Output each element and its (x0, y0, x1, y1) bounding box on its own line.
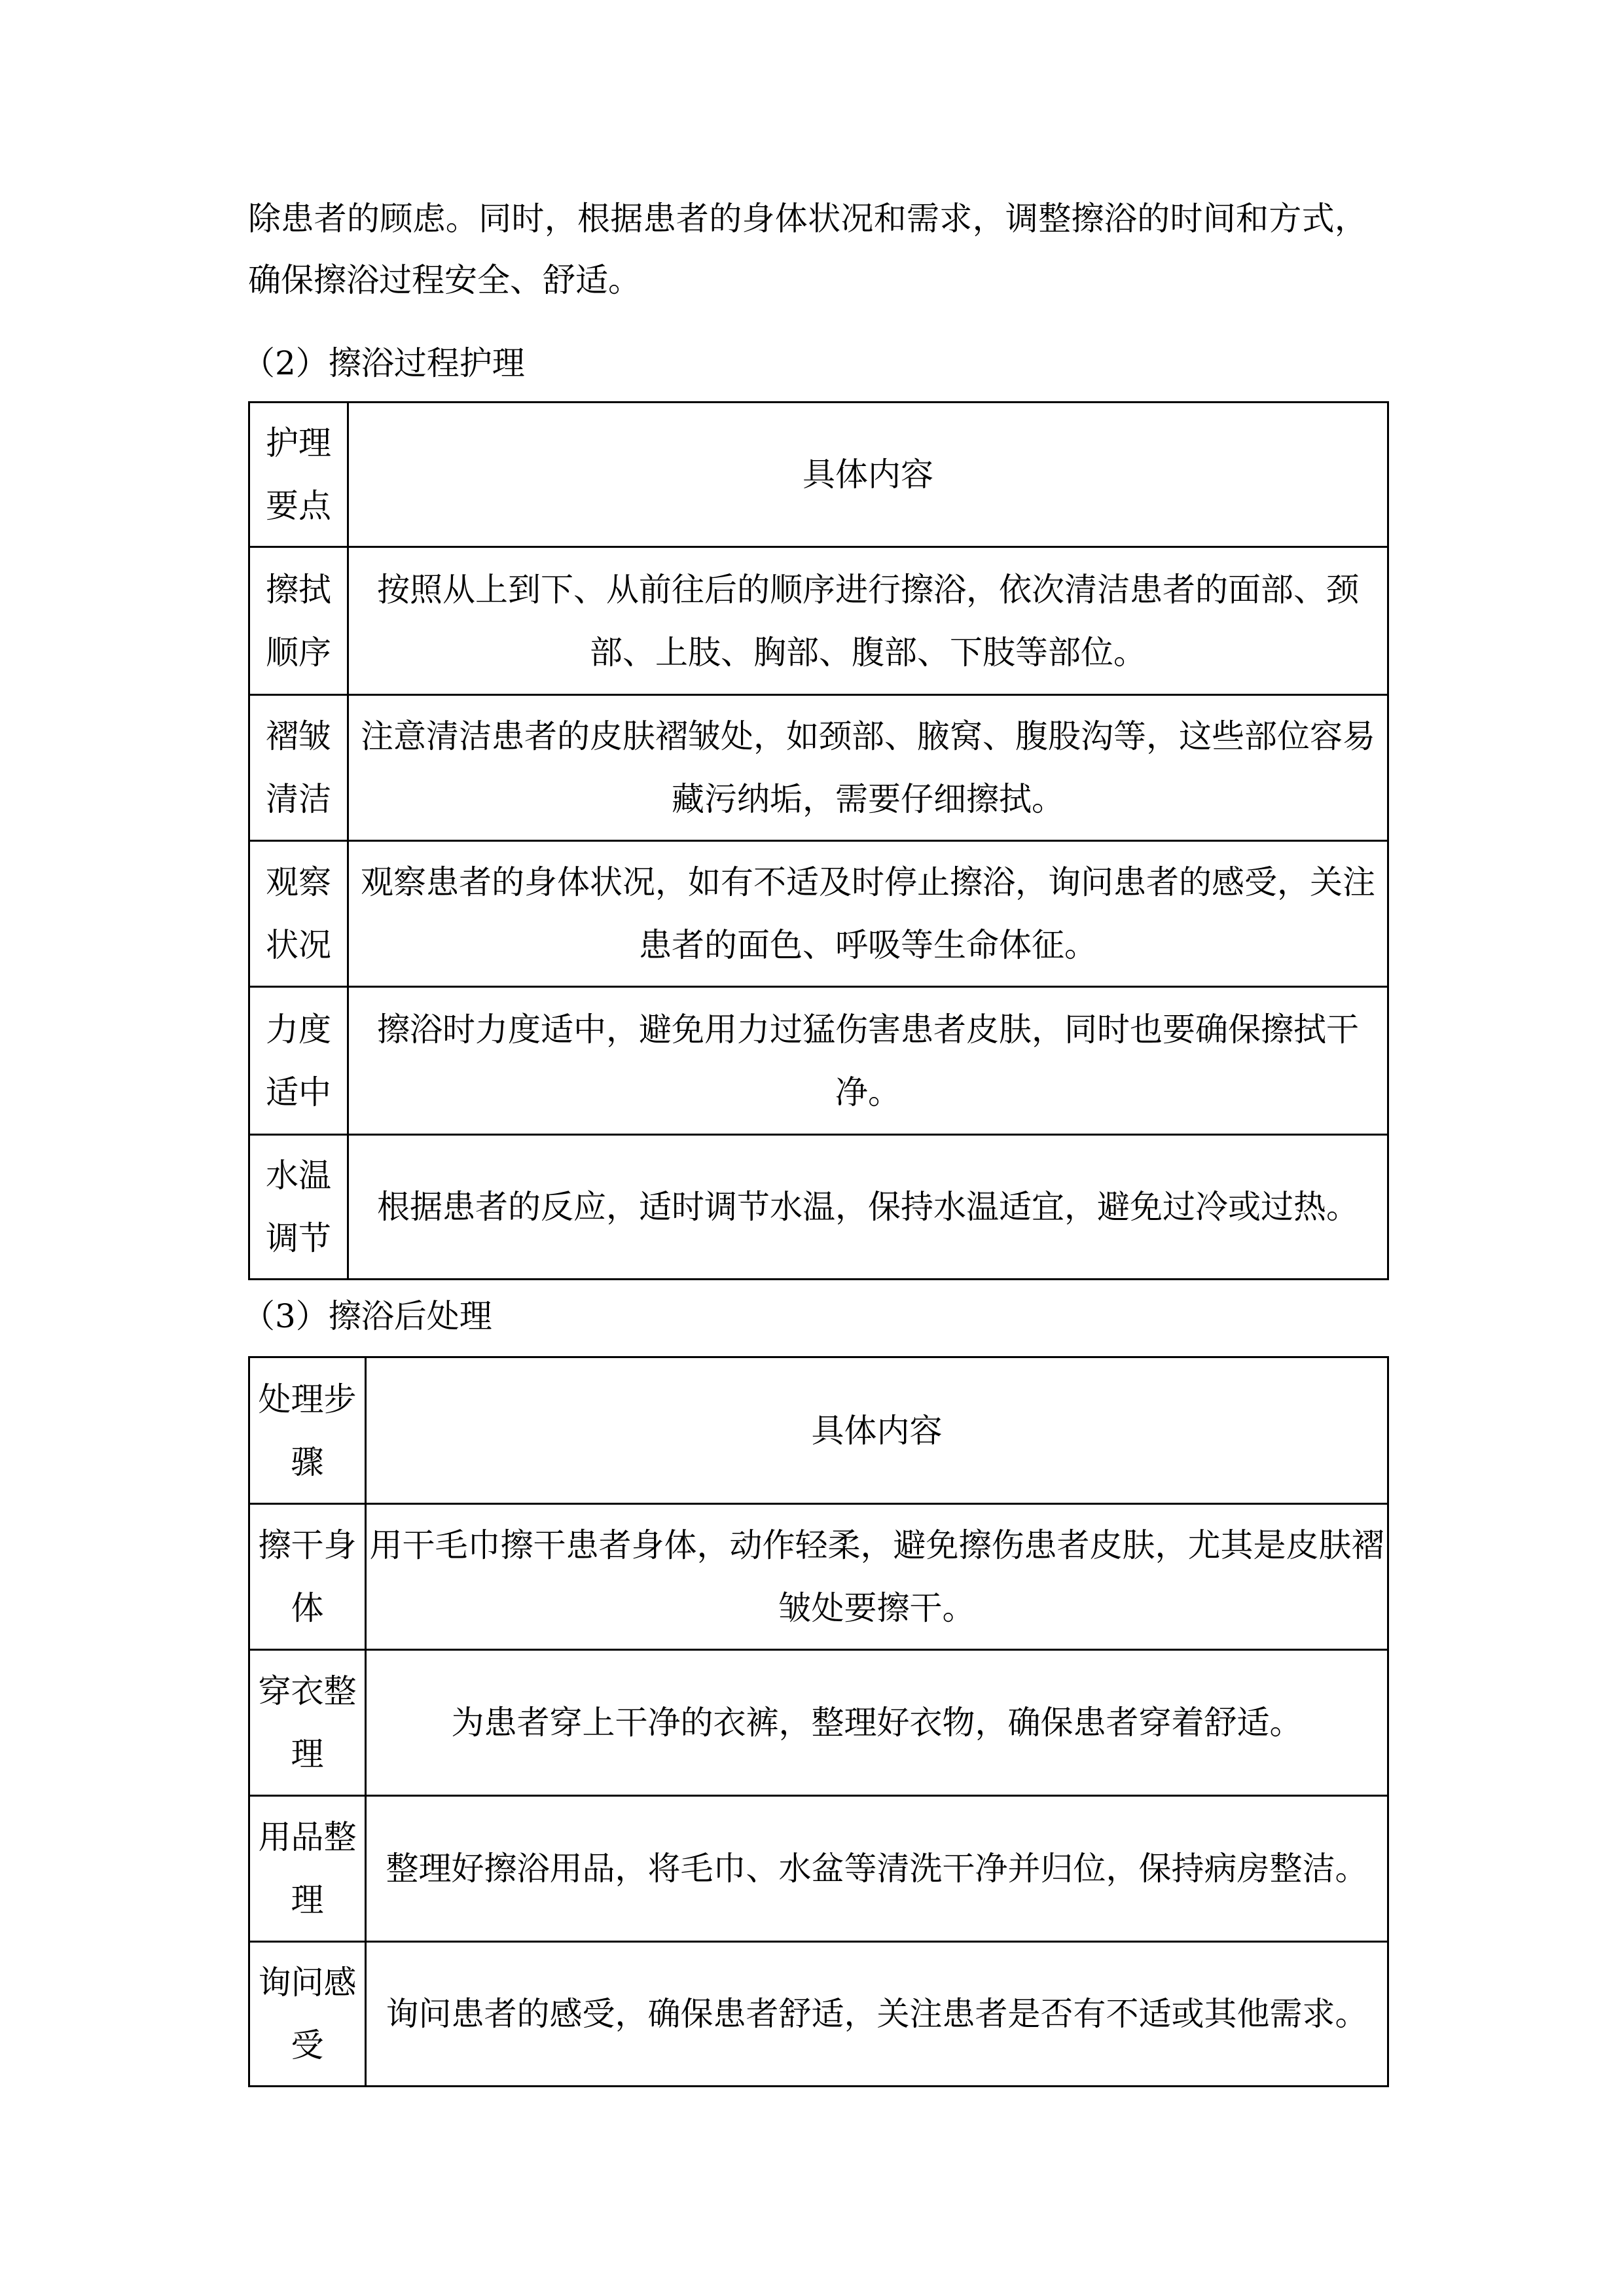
table-row (249, 1796, 1388, 1942)
table-row (249, 841, 1388, 987)
post-bathing-table (248, 1356, 1389, 2087)
row-content: 按照从上到下、从前往后的顺序进行擦浴，依次清洁患者的面部、颈部、上肢、胸部、腹部、下肢等部位。 (348, 547, 1388, 695)
row-content: 用干毛巾擦干患者身体，动作轻柔，避免擦伤患者皮肤，尤其是皮肤褶皱处要擦干。 (366, 1504, 1388, 1650)
table-header-row (249, 1357, 1388, 1504)
row-key: 褶皱清洁 (249, 695, 348, 841)
row-content: 为患者穿上干净的衣裤，整理好衣物，确保患者穿着舒适。 (366, 1650, 1388, 1796)
row-key: 擦干身体 (249, 1504, 366, 1650)
table-row (249, 1135, 1388, 1280)
row-key: 用品整理 (249, 1796, 366, 1942)
table-row (249, 1504, 1388, 1650)
header-key: 护理要点 (249, 403, 348, 547)
table-row (249, 695, 1388, 841)
bathing-process-table (248, 401, 1389, 1280)
header-content: 具体内容 (348, 403, 1388, 547)
header-key: 处理步骤 (249, 1357, 366, 1504)
row-key: 观察状况 (249, 841, 348, 987)
row-content: 注意清洁患者的皮肤褶皱处，如颈部、腋窝、腹股沟等，这些部位容易藏污纳垢，需要仔细擦拭。 (348, 695, 1388, 841)
row-content: 询问患者的感受，确保患者舒适，关注患者是否有不适或其他需求。 (366, 1942, 1388, 2087)
paragraph-line-2: 确保擦浴过程安全、舒适。 (248, 261, 641, 299)
row-content: 观察患者的身体状况，如有不适及时停止擦浴，询问患者的感受，关注患者的面色、呼吸等生命体征。 (348, 841, 1388, 987)
table-row (249, 1650, 1388, 1796)
row-key: 穿衣整理 (249, 1650, 366, 1796)
row-content: 根据患者的反应，适时调节水温，保持水温适宜，避免过冷或过热。 (348, 1135, 1388, 1280)
row-content: 整理好擦浴用品，将毛巾、水盆等清洗干净并归位，保持病房整洁。 (366, 1796, 1388, 1942)
row-key: 水温调节 (249, 1135, 348, 1280)
table-row (249, 987, 1388, 1135)
paragraph-line-1: 除患者的顾虑。同时，根据患者的身体状况和需求，调整擦浴的时间和方式， (248, 200, 1368, 238)
row-content: 擦浴时力度适中，避免用力过猛伤害患者皮肤，同时也要确保擦拭干净。 (348, 987, 1388, 1135)
row-key: 询问感受 (249, 1942, 366, 2087)
section-2-title: （2）擦浴过程护理 (242, 344, 525, 382)
table-row (249, 547, 1388, 695)
section-3-title: （3）擦浴后处理 (242, 1297, 492, 1335)
table-row (249, 1942, 1388, 2087)
header-content: 具体内容 (366, 1357, 1388, 1504)
row-key: 擦拭顺序 (249, 547, 348, 695)
row-key: 力度适中 (249, 987, 348, 1135)
table-header-row (249, 403, 1388, 547)
